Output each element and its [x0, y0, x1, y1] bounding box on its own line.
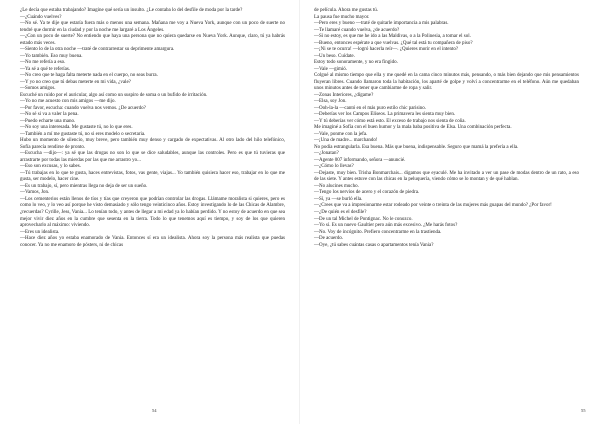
paragraph: —Pero eres y bueno —traté de quitarle importancia a mis palabras.: [314, 21, 449, 27]
paragraph: —Somos amigos.: [20, 86, 56, 92]
paragraph: —¡Una de madre... marchando!: [314, 138, 378, 144]
paragraph: —¿Crees que va a impresionarme estar rodeado por veinte o treinta de las mujeres más guapas del mundo? ¿Por favor!: [314, 203, 552, 209]
paragraph: —Ooh-la-la —cantó en el más puro estilo chic parisino.: [314, 105, 427, 111]
paragraph: —¿Cuándo vuelves?: [20, 14, 62, 20]
paragraph: —No alucines mucho.: [314, 183, 359, 189]
paragraph: —Yo no me acuesto con mis amigos —me dijo.: [20, 99, 116, 105]
paragraph: —Eso son excusas, y lo sabes.: [20, 164, 81, 170]
paragraph: —¿De quién es el desfile?: [314, 209, 367, 215]
paragraph: Estoy todo sonoramente, y no era fingido.: [314, 60, 398, 66]
paragraph: —De un tal Michel de Pontignac. No le conozco.: [314, 216, 413, 222]
paragraph: —No creo que te haga falta meterte nada en el cuerpo, no seas burra.: [20, 73, 158, 79]
paragraph: —Elsa, soy Jon.: [314, 99, 347, 105]
paragraph: de película. Ahora me gustas tú.: [314, 8, 379, 13]
paragraph: —Vale —gimió.: [314, 66, 348, 72]
paragraph: —¿Jonatan?: [314, 151, 339, 157]
paragraph: —De acuerdo.: [314, 236, 344, 242]
paragraph: —¿Cómo lo llevas?: [314, 164, 354, 170]
paragraph: —También a mí me gustaste tú, no si eres modelo o secretaria.: [20, 131, 146, 137]
paragraph: La pausa fue mucho mayor.: [314, 14, 370, 20]
paragraph: No podía estrangularla. Esa buena. Más que buena, indispensable. Seguro que mamá la prefería a ella.: [314, 144, 519, 150]
paragraph: —No. Voy de incógnito. Prefiero concentrarme en la trastienda.: [314, 229, 442, 235]
paragraph: —Eres un idealista.: [20, 229, 60, 235]
paragraph: —Vale, ponme con la jefa.: [314, 131, 368, 137]
right-page-number: 55: [581, 408, 586, 413]
paragraph: —Te llamaré cuando vuelva, ¿de acuerdo?: [314, 27, 400, 33]
paragraph: —Ya sé a qué te referías.: [20, 66, 71, 72]
paragraph: —Un beso. Cuídate.: [314, 53, 355, 59]
paragraph: —Tú trabajas en lo que te gusta, haces entrevistas, fotos, vas gente, viajas... Yo también quisiera hacer eso, trabajar en lo que me gusta, ser modelo, hacer cine.: [20, 170, 285, 183]
right-page: [300, 0, 600, 424]
paragraph: Colgué al mismo tiempo que ella y me quedé en la cama cinco minutos más, pensando, o más bien dejando que mis pensamientos fluyeran libres. Cuando llamaron toda la habitación, los aparté de golpe y volví a concentrarme en el teléfono. Aún me quedaban unos minutos antes de tener que cambiarme de ropa y salir.: [314, 73, 579, 92]
left-page-number: 54: [152, 408, 157, 413]
paragraph: —Vamos, Jon.: [20, 190, 50, 196]
paragraph: —Si no estoy, es que me he ido a las Maldivas, o a la Polinesia, a tomar el sol.: [314, 34, 471, 40]
paragraph: —¡Ni se te ocurra! —logró hacerla reír—. ¿Quieres morir en el intento?: [314, 47, 459, 53]
paragraph: —No soy una interesada. Me gustaste tú, no lo que eres.: [20, 125, 133, 131]
paragraph: ¿Le decía que estaba trabajando? Imagine qué sería un insulto. ¿Le contaba lo del desfile de moda por la tarde?: [20, 8, 243, 13]
paragraph: —Agente 007 informando, señora —anuncié.: [314, 157, 406, 163]
paragraph: Escuché un ruido por el auricular, algo así como un suspiro de soma o un bufido de irritación.: [20, 92, 208, 98]
paragraph: —Puedo echarte una mano.: [20, 118, 76, 124]
paragraph: Hubo un momento de silencio, muy breve, pero también muy denso y cargado de expectativas. Al otro lado del hilo telefónico, Sofía parecía rendirse de pronto.: [20, 138, 285, 150]
paragraph: —No me refería a eso.: [20, 60, 66, 66]
paragraph: —No sé si va a valer la pena.: [20, 112, 79, 118]
paragraph: —Bueno, entonces espérate a que vuelvas. ¿Qué tal está tu compañera de piso?: [314, 40, 473, 46]
paragraph: —Los cementerios están llenos de tíos y tías que creyeron que podrían controlar las drogas. Llámame moralista si quieres, pero es como lo veo, y lo veo así porque he visto demasiado y sólo tengo veinticinco años. Estoy investigando lo de las Chicas de Alambre, ¿recuerdas? Cyrille, Jess, Vania... Lo tenían todo, y antes de llegar a mi edad ya lo habían perdido. Y no estoy de acuerdo en que sea mejor vivir diez años en la cumbre que sesenta en la tierra. Todo lo que tenemos aquí es tiempo, y soy de los que quieren aprovecharlo al máximo: viviendo.: [20, 196, 285, 229]
paragraph: —Yo sí. Es un nuevo Gaultier pero aún más excesivo. ¿Me harás fotos?: [314, 223, 458, 229]
paragraph: —Siento lo de la otra noche —traté de contrarrestar su deprimente amargura.: [20, 47, 175, 53]
paragraph: —Zonas Interiores, ¿dígame?: [314, 92, 374, 98]
paragraph: Me imaginé a Sofía con el buen humor y la mala baba positiva de Elsa. Una combinación perfecta.: [314, 125, 512, 131]
paragraph: —Sí, ya —se burló ella.: [314, 196, 363, 202]
paragraph: —Por favor, escucha: cuando vuelva nos vemos. ¿De acuerdo?: [20, 105, 146, 111]
paragraph: —Dejaste, muy bien. Trisha Bonmarchais... digamos que eyaculé. Me ha invitado a ver un pase de modas dentro de un rato, a eso de las siete. Y antes estuve con las chicas en la peluquería, viendo cómo se lo montan y de qué hablan.: [314, 170, 579, 183]
paragraph: —¿Con un poco de suerte? No entiendo que haya una persona que no quiera quedarse en Nueva York. Aunque, claro, tú ya habrás estado más veces.: [20, 34, 285, 46]
paragraph: —Y yo no creo que tú debas meterte en mi vida, ¿vale?: [20, 79, 131, 85]
left-page-text: [20, 8, 285, 249]
paragraph: —Oye, ¿tú sabes cuántas casas o apartamentos tenía Vania?: [314, 242, 434, 248]
paragraph: —Hace diez años yo estaba enamorado de Vania. Entonces sí era un idealista. Ahora soy la persona más realista que puedas conocer. Ya no me enamoro de pósters, ni de chicas: [20, 236, 285, 248]
paragraph: —Tengo los nervios de acero y el corazón de piedra.: [314, 190, 420, 196]
paragraph: —Yo también. Eso muy buena.: [20, 53, 83, 59]
paragraph: —No sé. Ya te dije que estaría fuera más o menos una semana. Mañana me voy a Nueva York, aunque con un poco de suerte no tendré que dormir en la ciudad y por la noche me largaré a Los Ángeles.: [20, 21, 285, 33]
paragraph: —Escucha —dijo—: ya sé que las drogas no son lo que se dice saludables, aunque las controles. Pero es que tú tuvieras que arrastrarte por todas las mierdas por las que me arrastro yo...: [20, 151, 285, 163]
paragraph: —Deberías ver los Campos Elíseos. La primavera les sienta muy bien.: [314, 112, 456, 118]
paragraph: —Y tú deberías ver cómo está esto. El exceso de trabajo nos sienta de coña.: [314, 118, 466, 124]
paragraph: —Es un trabajo, sí, pero mientras llega no deja de ser un sueño.: [20, 183, 148, 189]
right-page-text: [314, 8, 579, 249]
